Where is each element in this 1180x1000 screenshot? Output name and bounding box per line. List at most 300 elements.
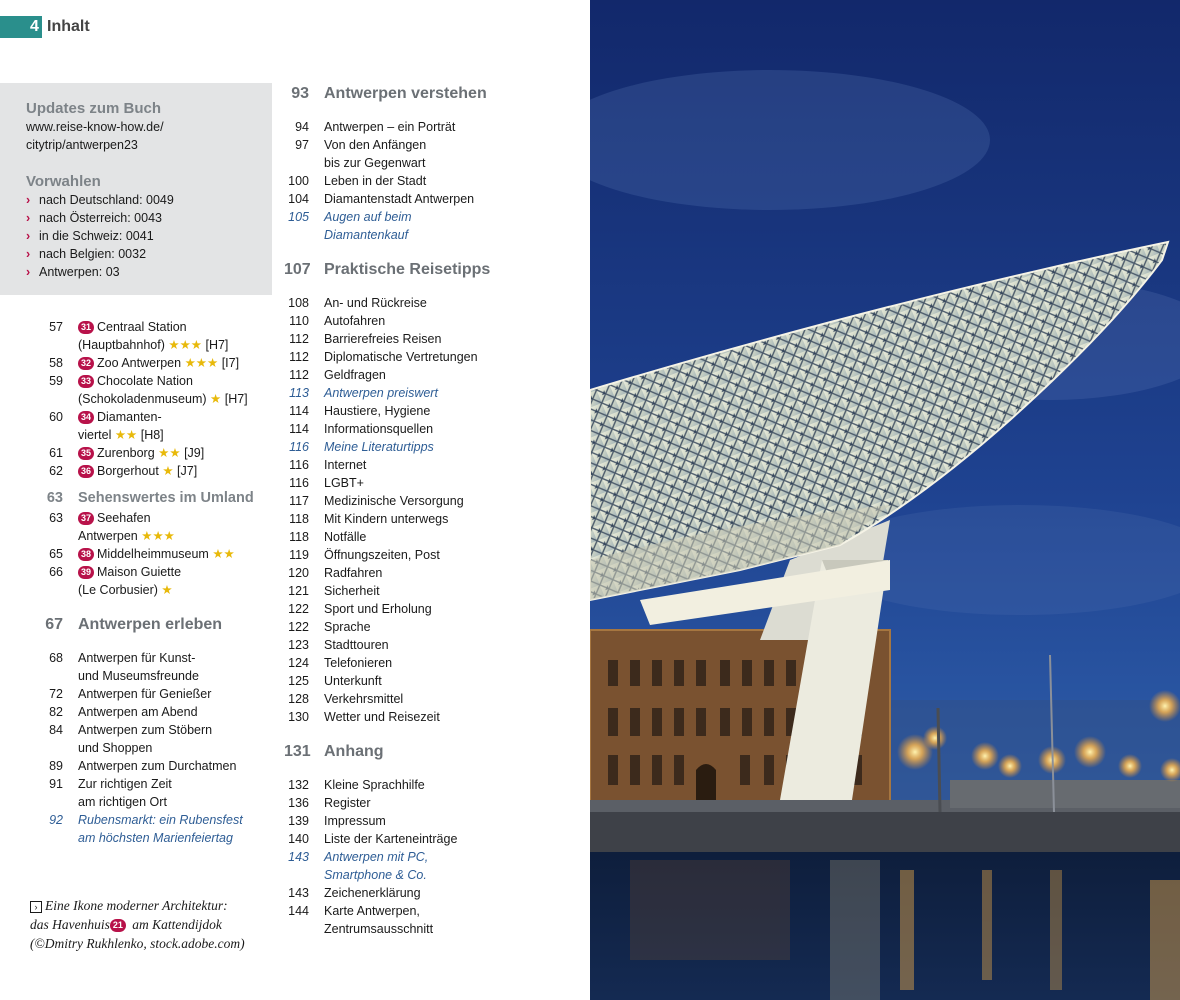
toc-entry-text: [78, 426, 288, 444]
map-grid-reference: [J9]: [184, 446, 205, 460]
toc-entry-text: [78, 739, 288, 757]
havenhuis-photo: [590, 0, 1180, 1000]
toc-entry-text: [78, 372, 288, 390]
toc-entry[interactable]: [284, 438, 584, 456]
toc-entry-label: Antwerpen erleben: [78, 616, 223, 633]
updates-url-line-2[interactable]: citytrip/antwerpen23: [26, 138, 138, 152]
toc-page-number: 144: [288, 904, 309, 918]
toc-entry-text: [324, 776, 584, 794]
page-title: Inhalt: [47, 18, 90, 35]
toc-entry[interactable]: [38, 545, 288, 563]
toc-entry-text: [78, 793, 288, 811]
toc-page-number: 120: [288, 566, 309, 580]
toc-entry[interactable]: [38, 336, 288, 354]
toc-entry-text: [324, 672, 584, 690]
dial-code-item: [26, 191, 272, 209]
toc-entry[interactable]: [284, 794, 584, 812]
toc-entry-text: [324, 708, 584, 726]
toc-page-number: 59: [49, 374, 63, 388]
toc-entry-label: Antwerpen zum Stöbern: [78, 723, 213, 737]
toc-entry[interactable]: [284, 226, 584, 244]
toc-entry-label: Sicherheit: [324, 584, 380, 598]
toc-entry-label: Autofahren: [324, 314, 386, 328]
dial-code-text: Antwerpen: 03: [39, 265, 120, 279]
toc-entry-label: (Le Corbusier): [78, 583, 158, 597]
toc-entry[interactable]: [38, 811, 288, 829]
toc-entry-label: Maison Guiette: [97, 565, 182, 579]
toc-entry-text: [78, 703, 288, 721]
star-rating-icon: ★: [161, 583, 173, 597]
toc-page-number: 118: [289, 530, 309, 544]
page-number: 4: [30, 18, 39, 35]
toc-entry-text: [324, 812, 584, 830]
toc-page-number: 94: [295, 120, 309, 134]
toc-entry-label: Mit Kindern unterwegs: [324, 512, 449, 526]
toc-entry-text: [324, 456, 584, 474]
star-rating-icon: ★★★: [141, 529, 175, 543]
star-rating-icon: ★★: [114, 428, 138, 442]
toc-page-number: 110: [289, 314, 309, 328]
toc-entry-label: und Shoppen: [78, 741, 153, 755]
toc-entry-text: [78, 545, 288, 563]
star-rating-icon: ★★★: [184, 356, 219, 370]
toc-entry[interactable]: [284, 902, 584, 920]
toc-entry[interactable]: [284, 564, 584, 582]
toc-page-number: 92: [49, 813, 63, 827]
toc-entry-label: Diplomatische Vertretungen: [324, 350, 478, 364]
toc-entry-text: [78, 615, 288, 635]
toc-page-number: [38, 667, 78, 685]
toc-page-number: 72: [49, 687, 63, 701]
map-marker-badge: 38: [78, 548, 94, 561]
toc-entry-label: Informationsquellen: [324, 422, 434, 436]
toc-entry[interactable]: [284, 154, 584, 172]
toc-page-number: 105: [288, 210, 309, 224]
toc-entry-label: Zurenborg: [97, 446, 155, 460]
toc-entry[interactable]: [38, 527, 288, 545]
toc-page-number: 107: [284, 261, 311, 278]
toc-entry[interactable]: [284, 294, 584, 312]
toc-entry-label: (Schokoladenmuseum): [78, 392, 207, 406]
toc-page-number: 112: [289, 350, 309, 364]
toc-entry-text: [78, 829, 288, 847]
toc-entry-text: [324, 902, 584, 920]
toc-page-number: 93: [291, 85, 309, 102]
toc-entry-label: Liste der Karteneinträge: [324, 832, 458, 846]
toc-entry[interactable]: [284, 208, 584, 226]
toc-entry[interactable]: [38, 390, 288, 408]
toc-entry-text: [324, 510, 584, 528]
toc-page-number: [38, 829, 78, 847]
toc-entry-label: Centraal Station: [97, 320, 187, 334]
toc-entry-label: Sprache: [324, 620, 371, 634]
toc-entry[interactable]: [38, 685, 288, 703]
chevron-right-icon: ›: [26, 229, 31, 243]
toc-page-number: 122: [288, 620, 309, 634]
toc-entry-label: Sehenswertes im Umland: [78, 490, 254, 506]
toc-entry-text: [324, 564, 584, 582]
toc-entry-text: [78, 775, 288, 793]
toc-entry-label: Geldfragen: [324, 368, 386, 382]
toc-page-number: 124: [288, 656, 309, 670]
toc-entry-text: [78, 685, 288, 703]
toc-page-number: 136: [288, 796, 309, 810]
toc-entry-label: Praktische Reisetipps: [324, 261, 491, 278]
toc-entry-label: Borgerhout: [97, 464, 159, 478]
toc-entry[interactable]: [284, 812, 584, 830]
toc-entry-text: [78, 757, 288, 775]
toc-page-number: [284, 866, 324, 884]
toc-entry-text: [324, 312, 584, 330]
toc-entry-text: [78, 649, 288, 667]
toc-entry[interactable]: [284, 546, 584, 564]
toc-entry-label: Verkehrsmittel: [324, 692, 404, 706]
toc-entry-text: [324, 830, 584, 848]
toc-page-number: 61: [49, 446, 63, 460]
toc-page-number: 91: [49, 777, 63, 791]
toc-entry-label: Öffnungszeiten, Post: [324, 548, 440, 562]
toc-entry-text: [324, 690, 584, 708]
toc-entry-text: [324, 794, 584, 812]
toc-entry-text: [324, 742, 584, 762]
toc-page-number: 116: [289, 476, 309, 490]
toc-page-number: 66: [49, 565, 63, 579]
toc-entry-label: Sport und Erholung: [324, 602, 432, 616]
toc-section-heading: [38, 615, 288, 635]
toc-entry-text: [324, 294, 584, 312]
dial-code-item: [26, 209, 272, 227]
toc-entry[interactable]: [284, 420, 584, 438]
toc-page-number: 57: [49, 320, 63, 334]
toc-entry-label: bis zur Gegenwart: [324, 156, 426, 170]
map-marker-badge: 31: [78, 321, 94, 334]
toc-entry-text: [324, 474, 584, 492]
toc-entry-text: [324, 348, 584, 366]
toc-entry[interactable]: [284, 848, 584, 866]
toc-entry[interactable]: [38, 721, 288, 739]
toc-page-number: [38, 426, 78, 444]
chevron-right-icon: ›: [26, 247, 31, 261]
toc-entry-label: Barrierefreies Reisen: [324, 332, 442, 346]
toc-entry-text: [324, 226, 584, 244]
toc-entry-label: Impressum: [324, 814, 386, 828]
toc-entry-label: Diamantenstadt Antwerpen: [324, 192, 475, 206]
toc-page-number: 116: [289, 458, 309, 472]
toc-entry-label: Diamanten-: [97, 410, 162, 424]
toc-entry-text: [324, 600, 584, 618]
toc-entry[interactable]: [38, 426, 288, 444]
toc-entry-text: [324, 492, 584, 510]
toc-page-number: 62: [49, 464, 63, 478]
toc-page-number: [38, 527, 78, 545]
toc-entry-text: [78, 667, 288, 685]
map-marker-badge: 34: [78, 411, 94, 424]
toc-page-number: 89: [49, 759, 63, 773]
toc-entry[interactable]: [284, 866, 584, 884]
toc-entry[interactable]: [284, 136, 584, 154]
toc-entry[interactable]: [284, 474, 584, 492]
toc-entry-label: Zur richtigen Zeit: [78, 777, 172, 791]
toc-page-number: 100: [288, 174, 309, 188]
toc-entry-label: am höchsten Marienfeiertag: [78, 831, 233, 845]
toc-entry-text: [78, 390, 288, 408]
toc-entry[interactable]: [284, 582, 584, 600]
toc-section-heading: [284, 742, 584, 762]
toc-page-number: [38, 793, 78, 811]
toc-entry-label: Antwerpen zum Durchatmen: [78, 759, 237, 773]
star-rating-icon: ★★: [212, 547, 235, 561]
toc-page-number: 143: [288, 850, 309, 864]
toc-entry-label: Antwerpen am Abend: [78, 705, 198, 719]
toc-entry[interactable]: [38, 775, 288, 793]
toc-entry-label: viertel: [78, 428, 112, 442]
photo-caption: [30, 896, 288, 953]
toc-entry[interactable]: [284, 920, 584, 938]
toc-entry-label: Notfälle: [324, 530, 367, 544]
toc-entry-text: [324, 154, 584, 172]
toc-entry-text: [324, 84, 584, 104]
toc-entry-text: [324, 402, 584, 420]
toc-entry-text: [78, 581, 288, 599]
toc-entry[interactable]: [284, 708, 584, 726]
toc-entry[interactable]: [284, 172, 584, 190]
toc-entry[interactable]: [284, 312, 584, 330]
map-marker-badge: 36: [78, 465, 94, 478]
map-grid-reference: [H7]: [205, 338, 229, 352]
toc-entry[interactable]: [38, 581, 288, 599]
toc-section-heading: [284, 260, 584, 280]
map-marker-badge: 37: [78, 512, 94, 525]
toc-entry-label: und Museumsfreunde: [78, 669, 199, 683]
toc-entry-text: [78, 318, 288, 336]
toc-entry[interactable]: [284, 830, 584, 848]
toc-page-number: 63: [49, 511, 63, 525]
toc-entry[interactable]: [284, 348, 584, 366]
chevron-right-icon: ›: [26, 193, 31, 207]
toc-page-number: 143: [288, 886, 309, 900]
dial-code-text: nach Belgien: 0032: [39, 247, 147, 261]
toc-entry[interactable]: [284, 366, 584, 384]
dial-code-text: in die Schweiz: 0041: [39, 229, 154, 243]
toc-entry-text: [324, 618, 584, 636]
toc-entry[interactable]: [38, 318, 288, 336]
toc-entry[interactable]: [38, 739, 288, 757]
toc-entry[interactable]: [284, 402, 584, 420]
toc-entry[interactable]: [38, 563, 288, 581]
toc-entry[interactable]: [284, 492, 584, 510]
toc-entry-label: Register: [324, 796, 371, 810]
map-grid-reference: [I7]: [221, 356, 240, 370]
toc-page-number: 116: [289, 440, 309, 454]
toc-entry-text: [324, 438, 584, 456]
toc-page-number: 130: [288, 710, 309, 724]
toc-page-number: 122: [288, 602, 309, 616]
toc-page-number: [284, 154, 324, 172]
toc-page-number: 123: [288, 638, 309, 652]
toc-entry[interactable]: [284, 528, 584, 546]
toc-page-number: [284, 226, 324, 244]
toc-entry-text: [324, 260, 584, 280]
star-rating-icon: ★★: [158, 446, 181, 460]
toc-entry-text: [78, 336, 288, 354]
toc-entry[interactable]: [284, 690, 584, 708]
star-rating-icon: ★★★: [168, 338, 202, 352]
toc-entry[interactable]: [284, 190, 584, 208]
caption-line-1: Eine Ikone moderner Architektur:: [45, 898, 228, 913]
toc-page-number: 128: [288, 692, 309, 706]
toc-page-number: 139: [288, 814, 309, 828]
dial-codes-heading: Vorwahlen: [26, 173, 101, 190]
toc-entry-text: [78, 488, 288, 508]
toc-entry-text: [78, 444, 288, 462]
toc-entry-label: LGBT+: [324, 476, 364, 490]
toc-entry-text: [324, 118, 584, 136]
toc-page-number: 118: [289, 512, 309, 526]
toc-entry-label: Radfahren: [324, 566, 383, 580]
toc-page-number: [38, 336, 78, 354]
toc-page-number: [38, 390, 78, 408]
toc-page-number: 60: [49, 410, 63, 424]
toc-entry[interactable]: [284, 118, 584, 136]
dial-code-item: [26, 245, 272, 263]
toc-entry-text: [324, 384, 584, 402]
map-marker-badge: 33: [78, 375, 94, 388]
toc-entry-text: [324, 528, 584, 546]
toc-entry[interactable]: [38, 829, 288, 847]
toc-entry-text: [324, 848, 584, 866]
map-grid-reference: [J7]: [177, 464, 198, 478]
toc-entry-label: Meine Literaturtipps: [324, 440, 434, 454]
toc-entry-label: Antwerpen verstehen: [324, 85, 487, 102]
toc-entry[interactable]: [284, 330, 584, 348]
toc-entry-label: Leben in der Stadt: [324, 174, 427, 188]
toc-entry-label: Karte Antwerpen,: [324, 904, 420, 918]
map-marker-badge: 35: [78, 447, 94, 460]
info-box: [0, 83, 272, 295]
toc-entry-text: [324, 884, 584, 902]
toc-page-number: [284, 920, 324, 938]
toc-page-number: 114: [289, 422, 309, 436]
toc-page-number: 67: [45, 616, 63, 633]
toc-entry[interactable]: [38, 667, 288, 685]
toc-entry[interactable]: [38, 372, 288, 390]
toc-entry-text: [78, 354, 288, 372]
toc-entry-label: Stadttouren: [324, 638, 389, 652]
toc-page-number: 58: [49, 356, 63, 370]
toc-page-number: 82: [49, 705, 63, 719]
toc-entry-text: [78, 811, 288, 829]
toc-entry[interactable]: [38, 757, 288, 775]
toc-page-number: 84: [49, 723, 63, 737]
toc-page-number: 121: [288, 584, 309, 598]
toc-entry-text: [324, 920, 584, 938]
toc-page-number: 112: [289, 332, 309, 346]
toc-entry-label: Von den Anfängen: [324, 138, 427, 152]
map-grid-reference: [H8]: [140, 428, 164, 442]
toc-entry-label: (Hauptbahnhof): [78, 338, 165, 352]
toc-entry-text: [324, 330, 584, 348]
toc-entry[interactable]: [284, 672, 584, 690]
toc-page-number: 108: [288, 296, 309, 310]
caption-arrow-icon: ›: [30, 901, 42, 913]
updates-url-line-1[interactable]: www.reise-know-how.de/: [26, 120, 164, 134]
toc-entry[interactable]: [284, 510, 584, 528]
toc-page-number: 68: [49, 651, 63, 665]
toc-entry-text: [324, 366, 584, 384]
toc-entry[interactable]: [38, 649, 288, 667]
toc-page-number: 125: [288, 674, 309, 688]
toc-entry-label: Diamantenkauf: [324, 228, 409, 242]
toc-entry[interactable]: [284, 618, 584, 636]
toc-entry[interactable]: [284, 654, 584, 672]
dial-code-text: nach Deutschland: 0049: [39, 193, 174, 207]
toc-entry-label: am richtigen Ort: [78, 795, 167, 809]
toc-left-column: [38, 318, 288, 847]
toc-page-number: 113: [289, 386, 309, 400]
toc-entry[interactable]: [38, 793, 288, 811]
toc-page-number: 65: [49, 547, 63, 561]
toc-entry[interactable]: [38, 408, 288, 426]
toc-entry-label: Antwerpen mit PC,: [324, 850, 429, 864]
toc-entry[interactable]: [284, 456, 584, 474]
toc-entry-text: [324, 208, 584, 226]
toc-entry[interactable]: [284, 884, 584, 902]
toc-page-number: 140: [288, 832, 309, 846]
toc-entry-text: [324, 582, 584, 600]
toc-page-number: 132: [288, 778, 309, 792]
toc-entry[interactable]: [38, 509, 288, 527]
toc-entry-text: [324, 420, 584, 438]
caption-line-2-start: das Havenhuis: [30, 917, 110, 932]
toc-entry-label: Rubensmarkt: ein Rubensfest: [78, 813, 243, 827]
toc-page-number: 117: [289, 494, 309, 508]
map-marker-badge: 39: [78, 566, 94, 579]
toc-entry-label: Unterkunft: [324, 674, 382, 688]
toc-page-number: 114: [289, 404, 309, 418]
toc-entry-text: [78, 721, 288, 739]
toc-entry-label: Telefonieren: [324, 656, 393, 670]
toc-entry-text: [78, 527, 288, 545]
toc-entry-label: Zoo Antwerpen: [97, 356, 182, 370]
chevron-right-icon: ›: [26, 265, 31, 279]
updates-heading: Updates zum Buch: [26, 100, 162, 117]
toc-entry-text: [324, 190, 584, 208]
toc-entry[interactable]: [38, 444, 288, 462]
toc-entry[interactable]: [284, 636, 584, 654]
toc-entry-text: [78, 462, 288, 480]
toc-entry-label: Kleine Sprachhilfe: [324, 778, 425, 792]
dial-code-item: [26, 227, 272, 245]
toc-entry[interactable]: [38, 354, 288, 372]
toc-entry-text: [78, 408, 288, 426]
star-rating-icon: ★: [210, 392, 222, 406]
dial-code-text: nach Österreich: 0043: [39, 211, 162, 225]
toc-entry-text: [78, 509, 288, 527]
toc-entry[interactable]: [284, 776, 584, 794]
toc-entry-label: Chocolate Nation: [97, 374, 193, 388]
toc-entry[interactable]: [284, 600, 584, 618]
toc-entry[interactable]: [284, 384, 584, 402]
toc-entry[interactable]: [38, 462, 288, 480]
toc-page-number: [38, 581, 78, 599]
toc-entry-label: Zentrumsausschnitt: [324, 922, 434, 936]
toc-entry-label: Zeichenerklärung: [324, 886, 421, 900]
toc-entry[interactable]: [38, 703, 288, 721]
toc-page-number: 119: [289, 548, 309, 562]
toc-entry-text: [324, 636, 584, 654]
toc-entry-label: Antwerpen – ein Porträt: [324, 120, 456, 134]
toc-entry-text: [324, 546, 584, 564]
